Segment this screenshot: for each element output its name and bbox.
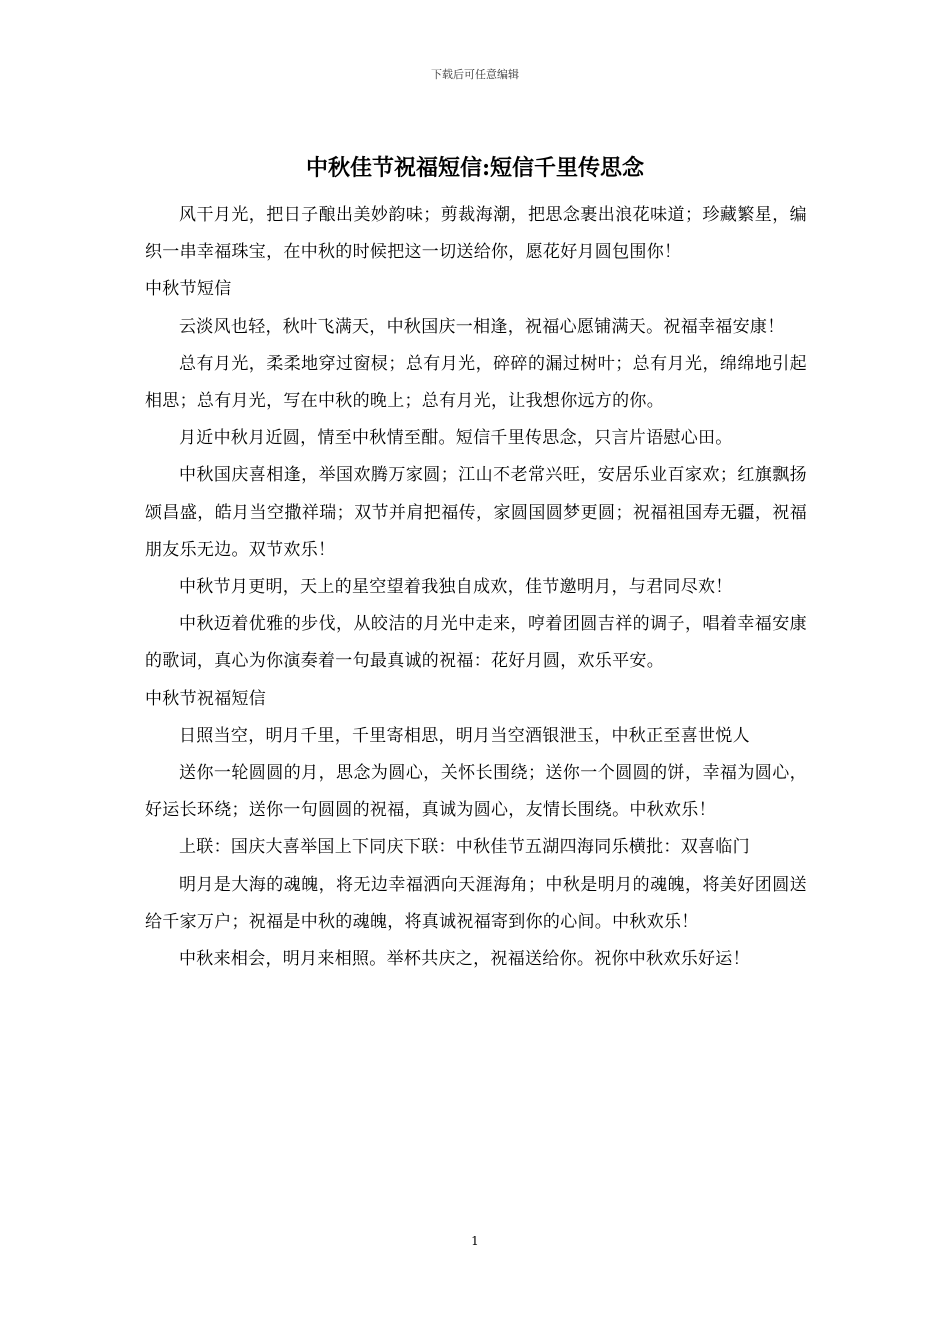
paragraph-4: 月近中秋月近圆，情至中秋情至酣。短信千里传思念，只言片语慰心田。 — [179, 428, 733, 449]
document-body — [145, 197, 807, 978]
paragraph-9: 送你一轮圆圆的月，思念为圆心，关怀长围绕；送你一个圆圆的饼，幸福为圆心，好运长环绕；送你一句圆圆的祝福，真诚为圆心，友情长围绕。中秋欢乐！ — [145, 763, 807, 821]
paragraph-8: 日照当空，明月千里，千里寄相思，明月当空酒银泄玉，中秋正至喜世悦人 — [179, 725, 750, 746]
document-title: 中秋佳节祝福短信:短信千里传思念 — [305, 155, 645, 181]
paragraph-5: 中秋国庆喜相逢，举国欢腾万家圆；江山不老常兴旺，安居乐业百家欢；红旗飘扬颂昌盛，皓月当空撒祥瑞；双节并肩把福传，家圆国圆梦更圆；祝福祖国寿无疆，祝福朋友乐无边。双节欢乐！ — [145, 465, 807, 560]
page-number: 1 — [471, 1234, 479, 1248]
page-header-note: 下载后可任意编辑 — [431, 68, 519, 81]
paragraph-10: 上联：国庆大喜举国上下同庆下联：中秋佳节五湖四海同乐横批：双喜临门 — [179, 837, 750, 858]
paragraph-6: 中秋节月更明，天上的星空望着我独自成欢，佳节邀明月，与君同尽欢！ — [179, 577, 733, 598]
paragraph-12: 中秋来相会，明月来相照。举杯共庆之，祝福送给你。祝你中秋欢乐好运！ — [179, 949, 750, 970]
paragraph-7: 中秋迈着优雅的步伐，从皎洁的月光中走来，哼着团圆吉祥的调子，唱着幸福安康的歌词，真心为你演奏着一句最真诚的祝福：花好月圆，欢乐平安。 — [145, 614, 807, 672]
section-heading-1: 中秋节短信 — [145, 279, 232, 300]
section-heading-2: 中秋节祝福短信 — [145, 688, 267, 709]
paragraph-1: 风干月光，把日子酿出美妙韵味；剪裁海潮，把思念裹出浪花味道；珍藏繁星，编织一串幸福珠宝，在中秋的时候把这一切送给你，愿花好月圆包围你！ — [145, 205, 807, 263]
paragraph-3: 总有月光，柔柔地穿过窗棂；总有月光，碎碎的漏过树叶；总有月光，绵绵地引起相思；总有月光，写在中秋的晚上；总有月光，让我想你远方的你。 — [145, 353, 807, 412]
paragraph-11: 明月是大海的魂魄，将无边幸福洒向天涯海角；中秋是明月的魂魄，将美好团圆送给千家万户；祝福是中秋的魂魄，将真诚祝福寄到你的心间。中秋欢乐！ — [145, 874, 807, 932]
paragraph-2: 云淡风也轻，秋叶飞满天，中秋国庆一相逢，祝福心愿铺满天。祝福幸福安康！ — [179, 316, 785, 337]
